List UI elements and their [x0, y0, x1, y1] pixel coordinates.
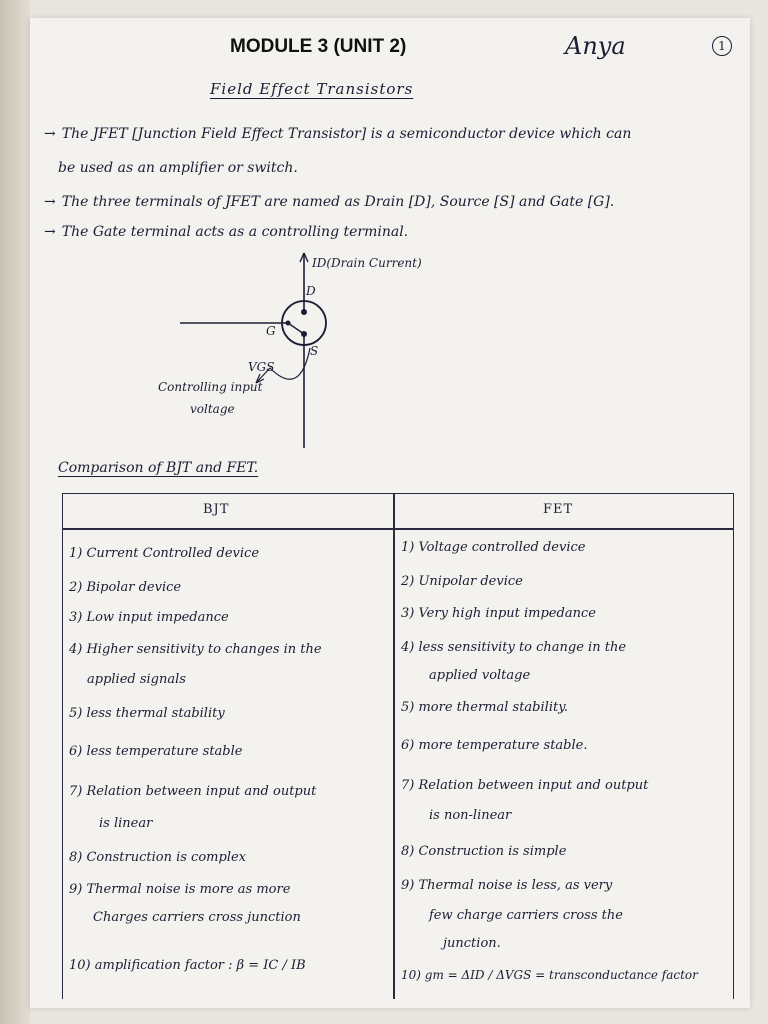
voltage-label: voltage [190, 402, 235, 416]
bjt-row-6: 6) less temperature stable [69, 744, 243, 759]
page-number: 1 [712, 36, 732, 56]
fet-row-7: 7) Relation between input and output [401, 778, 649, 793]
arrow-icon: → [44, 194, 56, 210]
bjt-row-9: 9) Thermal noise is more as more [69, 882, 291, 897]
section-title: Field Effect Transistors [210, 80, 414, 98]
vgs-label: VGS [248, 360, 275, 374]
controlling-input-label: Controlling input [158, 380, 263, 394]
comparison-table [62, 493, 734, 999]
author-signature: Anya [565, 32, 626, 60]
header-fet: FET [543, 502, 574, 517]
source-label: S [310, 344, 319, 358]
fet-row-5: 5) more thermal stability. [401, 700, 568, 715]
gate-label: G [266, 324, 276, 338]
drain-current-label: ID(Drain Current) [312, 256, 422, 270]
header-rule [63, 528, 733, 530]
bjt-row-3: 3) Low input impedance [69, 610, 229, 625]
drain-label: D [306, 284, 316, 298]
note-line-4: → The Gate terminal acts as a controlling terminal. [44, 224, 409, 240]
header-bjt: BJT [203, 502, 230, 517]
note-line-3: → The three terminals of JFET are named as Drain [D], Source [S] and Gate [G]. [44, 194, 615, 210]
fet-row-3: 3) Very high input impedance [401, 606, 596, 621]
bjt-row-9-cont: Charges carriers cross junction [93, 910, 301, 925]
arrow-icon: → [44, 126, 56, 142]
fet-row-1: 1) Voltage controlled device [401, 540, 586, 555]
comparison-title: Comparison of BJT and FET. [58, 460, 259, 476]
arrow-icon: → [44, 224, 56, 240]
bjt-row-2: 2) Bipolar device [69, 580, 182, 595]
bjt-row-8: 8) Construction is complex [69, 850, 246, 865]
fet-row-4-cont: applied voltage [429, 668, 531, 683]
fet-row-10: 10) gm = ΔID / ΔVGS = transconductance factor [401, 968, 698, 982]
fet-row-9: 9) Thermal noise is less, as very [401, 878, 613, 893]
column-divider [393, 494, 395, 999]
bjt-row-7-cont: is linear [99, 816, 153, 831]
page-edge-shadow [0, 0, 30, 1024]
bjt-row-1: 1) Current Controlled device [69, 546, 260, 561]
bjt-row-7: 7) Relation between input and output [69, 784, 317, 799]
bjt-row-4-cont: applied signals [87, 672, 186, 687]
note-line-1: → The JFET [Junction Field Effect Transistor] is a semiconductor device which can [44, 126, 632, 142]
fet-row-8: 8) Construction is simple [401, 844, 567, 859]
notebook-page [30, 18, 750, 1008]
fet-row-9-cont2: junction. [443, 936, 501, 951]
fet-row-6: 6) more temperature stable. [401, 738, 588, 753]
fet-row-2: 2) Unipolar device [401, 574, 523, 589]
bjt-row-5: 5) less thermal stability [69, 706, 225, 721]
bjt-row-10: 10) amplification factor : β = IC / IB [69, 958, 306, 973]
bjt-row-4: 4) Higher sensitivity to changes in the [69, 642, 322, 657]
jfet-symbol-diagram [160, 248, 490, 448]
fet-row-9-cont: few charge carriers cross the [429, 908, 623, 923]
fet-row-7-cont: is non-linear [429, 808, 512, 823]
fet-row-4: 4) less sensitivity to change in the [401, 640, 627, 655]
module-title: MODULE 3 (UNIT 2) [230, 36, 407, 57]
note-line-2: be used as an amplifier or switch. [58, 160, 298, 176]
